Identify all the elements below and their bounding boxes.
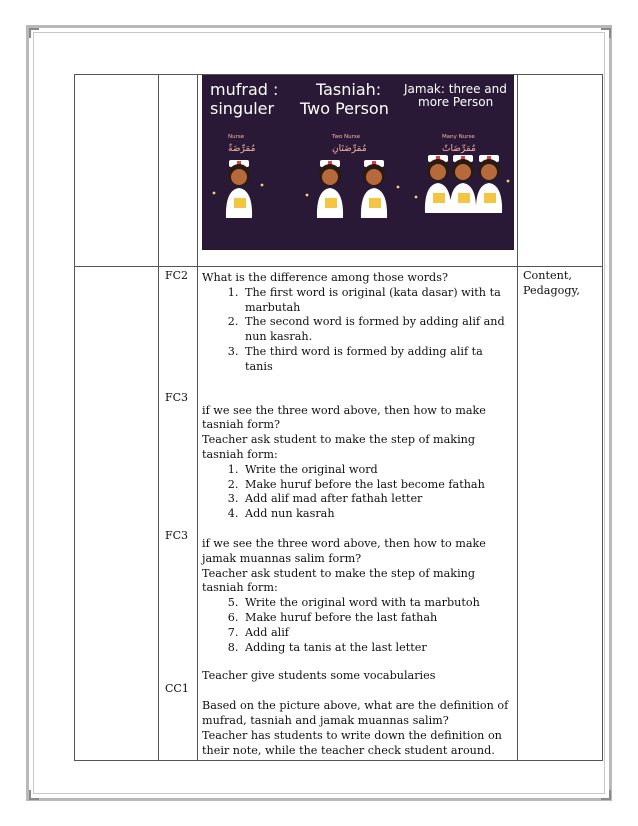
question-difference: What is the difference among those words? [202,271,448,284]
poster-arabic-3: مُمَرِّضَاتٌ [442,144,476,154]
difference-list [202,286,513,375]
code-fc3: FC3 [165,391,189,404]
jamak-steps [202,596,513,655]
list-item: 8. Adding ta tanis at the last letter [242,641,513,656]
list-item: 6. Make huruf before the last fathah [242,611,513,626]
poster-label-many-nurse: Many Nurse [442,134,475,140]
list-item: 3. The third word is formed by adding alif ta tanis [242,345,513,375]
list-item: 2. The second word is formed by adding alif and nun kasrah. [242,315,513,345]
poster-title-jamak-1: Jamak: three and [404,82,507,96]
list-item: 1. Write the original word [242,463,513,478]
table-cell [75,267,159,761]
poster-title-mufrad-1: mufrad : [210,80,279,99]
list-item: 2. Make huruf before the last become fathah [242,478,513,493]
code-fc2: FC2 [165,269,189,282]
table-cell [159,75,198,267]
table-row [75,267,603,761]
list-item: 3. Add alif mad after fathah letter [242,492,513,507]
component-cell [518,267,603,761]
question-definition: Based on the picture above, what are the definition of mufrad, tasniah and jamak muannas salim? [202,699,509,727]
code-cell [159,267,198,761]
corner-ornament [601,790,611,800]
vocabulary-line: Teacher give students some vocabularies [202,669,436,683]
table-cell [518,75,603,267]
list-item: 7. Add alif [242,626,513,641]
nurse-poster-image [202,75,514,250]
code-fc3: FC3 [165,529,189,542]
poster-title-tasniah-2: Two Person [300,99,389,118]
component-text: Content, Pedagogy, [523,269,580,297]
teacher-instruction-tasniah: Teacher ask student to make the step of making tasniah form: [202,433,476,461]
table-cell [75,75,159,267]
poster-title-mufrad-2: singuler [210,99,275,118]
teacher-instruction-jamak: Teacher ask student to make the step of making tasniah form: [202,566,476,595]
question-tasniah: if we see the three word above, then how to make tasniah form? [202,403,486,432]
poster-title-tasniah-1: Tasniah: [316,80,382,99]
poster-label-nurse: Nurse [228,134,245,140]
table-row [75,75,603,267]
poster-arabic-1: مُمَرِّضَةٌ [228,144,256,154]
corner-ornament [29,28,39,38]
code-cc1: CC1 [165,682,189,695]
poster-arabic-2: مُمَرِّضَتَانِ [332,144,367,154]
corner-ornament [601,28,611,38]
poster-title-jamak-2: more Person [418,95,494,109]
poster-label-two-nurse: Two Nurse [332,134,361,140]
lesson-table [74,74,603,761]
tasniah-steps [202,463,513,522]
list-item: 4. Add nun kasrah [242,507,513,522]
teacher-instruction-definition: Teacher has students to write down the definition on their note, while the teacher check student around. [202,728,502,757]
corner-ornament [29,790,39,800]
activity-cell [198,267,518,761]
question-jamak: if we see the three word above, then how to make jamak muannas salim form? [202,536,486,565]
list-item: 1. The first word is original (kata dasar) with ta marbutah [242,286,513,316]
poster-cell [198,75,518,267]
list-item: 5. Write the original word with ta marbutoh [242,596,513,611]
